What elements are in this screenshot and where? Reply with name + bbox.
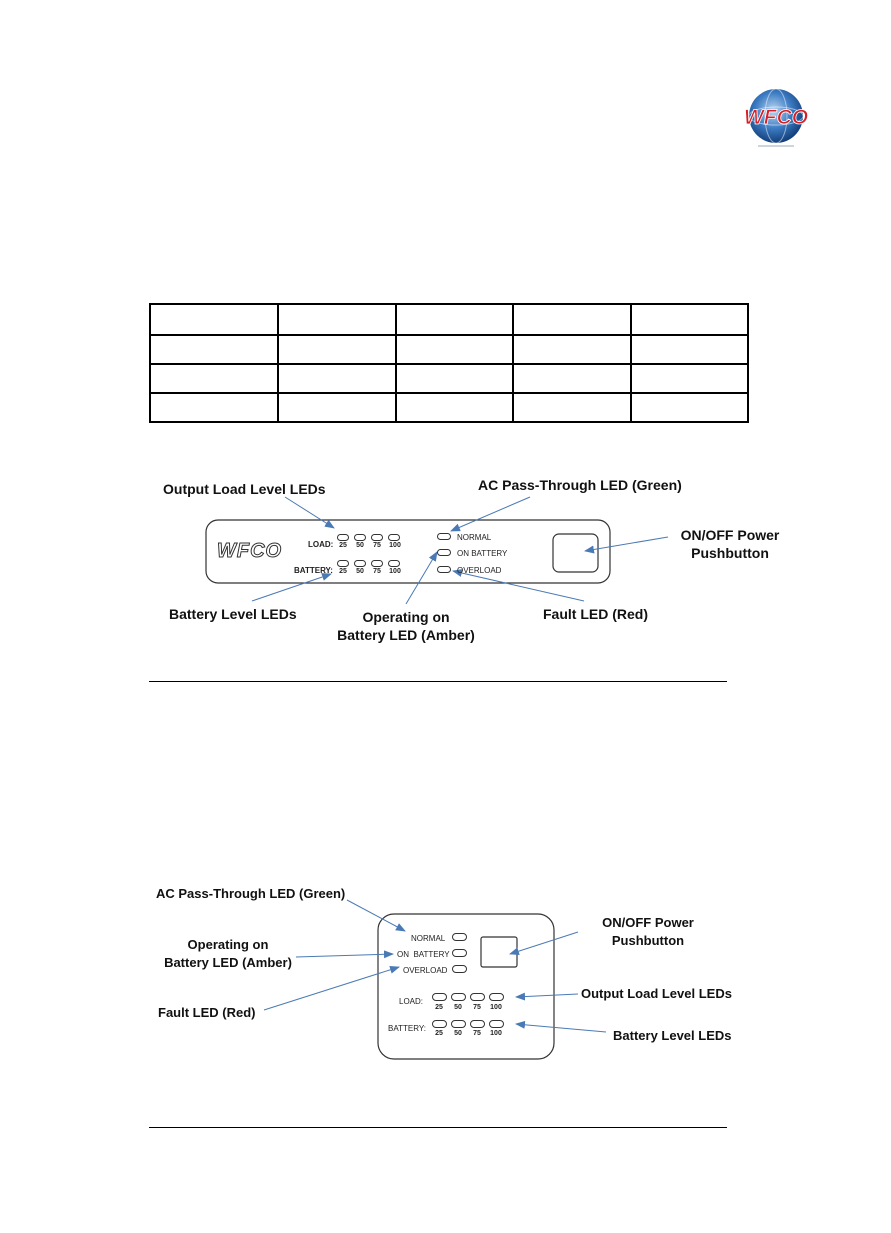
svg-text:WFCO: WFCO <box>743 106 809 129</box>
d1-callout-power-line1: ON/OFF Power <box>680 527 780 543</box>
d1-load-tick: 25 <box>339 542 347 549</box>
d1-load-label: LOAD: <box>308 540 334 549</box>
d2-load-tick: 50 <box>454 1004 462 1011</box>
d1-battery-tick: 50 <box>356 568 364 575</box>
d1-on-battery-label: ON BATTERY <box>457 549 508 558</box>
d2-load-tick: 75 <box>473 1004 481 1011</box>
d2-load-tick: 25 <box>435 1004 443 1011</box>
d1-battery-tick: 25 <box>339 568 347 575</box>
d2-callout-operating-line2: Battery LED (Amber) <box>164 955 292 970</box>
d1-load-tick: 100 <box>389 542 401 549</box>
d2-callout-power-line1: ON/OFF Power <box>602 915 694 930</box>
d2-load-led-50 <box>451 993 466 1001</box>
d2-overload-led <box>452 965 467 973</box>
d2-battery-label: BATTERY: <box>388 1024 426 1033</box>
d2-battery-led-50 <box>451 1020 466 1028</box>
d2-callout-power-line2: Pushbutton <box>611 933 685 948</box>
d2-on-battery-led <box>452 949 467 957</box>
d2-load-label: LOAD: <box>399 997 424 1006</box>
d2-callout-operating <box>153 936 303 972</box>
d1-battery-tick: 100 <box>389 568 401 575</box>
d1-load-tick: 75 <box>373 542 381 549</box>
d1-callout-operating-line1: Operating on <box>362 609 450 625</box>
d2-battery-tick: 100 <box>490 1030 502 1037</box>
d2-battery-tick: 25 <box>435 1030 443 1037</box>
d2-normal-label: NORMAL <box>411 934 446 943</box>
d1-callout-battery-level: Battery Level LEDs <box>169 606 297 622</box>
d2-callout-ac-pass: AC Pass-Through LED (Green) <box>156 886 346 901</box>
d1-callout-operating-line2: Battery LED (Amber) <box>337 627 475 643</box>
d2-battery-tick: 50 <box>454 1030 462 1037</box>
divider-2 <box>149 1127 727 1128</box>
d2-callout-fault: Fault LED (Red) <box>158 1005 256 1020</box>
d2-battery-led-75 <box>470 1020 485 1028</box>
d2-battery-led-25 <box>432 1020 447 1028</box>
d1-callout-ac-pass: AC Pass-Through LED (Green) <box>478 477 682 493</box>
d2-callout-power <box>575 914 721 950</box>
d1-overload-label: OVERLOAD <box>457 566 502 575</box>
d1-battery-label: BATTERY: <box>294 566 333 575</box>
d2-callout-output-load: Output Load Level LEDs <box>581 986 732 1001</box>
d1-normal-label: NORMAL <box>457 533 492 542</box>
d1-load-tick: 50 <box>356 542 364 549</box>
d2-load-led-100 <box>489 993 504 1001</box>
d1-battery-tick: 75 <box>373 568 381 575</box>
panel2-power-pushbutton[interactable] <box>481 937 517 967</box>
d1-callout-power-line2: Pushbutton <box>691 545 769 561</box>
d2-callout-battery-level: Battery Level LEDs <box>613 1028 732 1043</box>
d2-on-battery-label: ON BATTERY <box>397 950 450 959</box>
d2-load-led-75 <box>470 993 485 1001</box>
d2-battery-led-100 <box>489 1020 504 1028</box>
d2-load-tick: 100 <box>490 1004 502 1011</box>
d1-callout-fault: Fault LED (Red) <box>543 606 648 622</box>
d2-overload-label: OVERLOAD <box>403 966 448 975</box>
d2-battery-tick: 75 <box>473 1030 481 1037</box>
d2-normal-led <box>452 933 467 941</box>
d1-callout-output-load: Output Load Level LEDs <box>163 481 326 497</box>
panel-brand: WFCO <box>217 540 283 562</box>
d2-callout-operating-line1: Operating on <box>187 937 269 952</box>
d2-load-led-25 <box>432 993 447 1001</box>
